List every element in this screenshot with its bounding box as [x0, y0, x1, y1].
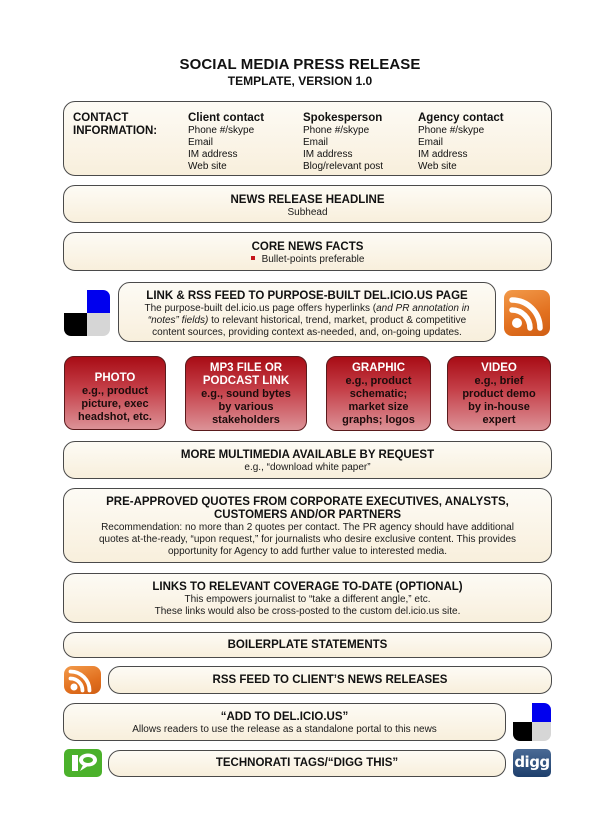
media-box-mp3-podcast [185, 356, 307, 431]
delicious-icon[interactable] [513, 703, 551, 741]
headline-title: NEWS RELEASE HEADLINE [230, 194, 385, 206]
coverage-title: LINKS TO RELEVANT COVERAGE TO-DATE (OPTIONAL) [152, 581, 463, 593]
media-line: e.g., product [345, 375, 412, 387]
column-item: IM address [418, 149, 468, 160]
rss-icon[interactable] [504, 290, 550, 336]
more-multimedia-box [63, 441, 552, 479]
headline-box [63, 185, 552, 223]
quotes-body-line: quotes at-the-ready, “upon request,” for journalists who desire exclusive content. This provides [98, 534, 517, 545]
rss-feed-box [108, 666, 552, 694]
rss-icon[interactable] [64, 666, 101, 694]
media-title: PODCAST LINK [202, 375, 290, 387]
media-line: e.g., product [82, 385, 148, 397]
multimedia-subtitle: e.g., “download white paper” [244, 462, 371, 473]
delicious-page-box [118, 282, 496, 342]
core-facts-box [63, 232, 552, 271]
media-line: product demo [462, 388, 536, 400]
media-line: headshot, etc. [78, 411, 152, 423]
media-line: expert [482, 414, 516, 426]
media-box-graphic [326, 356, 431, 431]
media-line: e.g., brief [474, 375, 524, 387]
media-line: e.g., sound bytes [201, 388, 291, 400]
technorati-title: TECHNORATI TAGS/“DIGG THIS” [215, 757, 399, 769]
column-item: IM address [303, 149, 353, 160]
media-title: GRAPHIC [351, 362, 406, 374]
column-item: Web site [188, 161, 227, 172]
media-title: MP3 FILE OR [209, 362, 283, 374]
media-line: by in-house [468, 401, 530, 413]
contact-label [73, 112, 157, 138]
page-subtitle: TEMPLATE, VERSION 1.0 [227, 74, 373, 88]
column-heading: Agency contact [418, 112, 504, 124]
coverage-line: This empowers journalist to “take a different angle,” etc. [184, 594, 431, 605]
column-item: Blog/relevant post [303, 161, 384, 172]
quotes-body-line: Recommendation: no more than 2 quotes per contact. The PR agency should have additional [101, 522, 514, 533]
coverage-line: These links would also be cross-posted to the custom del.icio.us site. [154, 606, 461, 617]
column-heading: Client contact [188, 112, 265, 124]
bullet-icon [251, 256, 255, 260]
digg-icon[interactable]: digg [513, 749, 551, 777]
quotes-title-line1: PRE-APPROVED QUOTES FROM CORPORATE EXECUTIVES, ANALYSTS, [106, 496, 509, 508]
contact-column-client [188, 112, 264, 173]
media-line: by various [218, 401, 274, 413]
media-title: VIDEO [481, 362, 517, 374]
delicious-page-description: The purpose-built del.icio.us page offers hyperlinks (and PR annotation in “notes” fields) to relevant historical, trend, market, product & competitive content sources, providing context as-needed, and, on-going updates. [144, 303, 470, 338]
column-item: Phone #/skype [188, 125, 255, 136]
media-line: graphs; logos [342, 414, 415, 426]
contact-label-line2: INFORMATION: [73, 125, 158, 137]
media-box-video [447, 356, 551, 431]
multimedia-title: MORE MULTIMEDIA AVAILABLE BY REQUEST [180, 449, 435, 461]
media-box-photo [64, 356, 166, 430]
delicious-page-title: LINK & RSS FEED TO PURPOSE-BUILT DEL.ICIO.US PAGE [146, 290, 468, 302]
add-delicious-subtitle: Allows readers to use the release as a standalone portal to this news [132, 724, 437, 735]
headline-subhead: Subhead [287, 207, 328, 218]
quotes-box [63, 488, 552, 563]
quotes-body-line: opportunity for Agency to add further value to interested media. [167, 546, 448, 557]
add-to-delicious-box [63, 703, 506, 741]
core-facts-title: CORE NEWS FACTS [251, 241, 364, 253]
rss-feed-title: RSS FEED TO CLIENT’S NEWS RELEASES [212, 674, 448, 686]
column-item: Email [188, 137, 214, 148]
media-line: stakeholders [212, 414, 280, 426]
technorati-icon[interactable] [64, 749, 102, 777]
boilerplate-box [63, 632, 552, 658]
delicious-icon[interactable] [64, 290, 110, 336]
quotes-title-line2: CUSTOMERS AND/OR PARTNERS [214, 509, 401, 521]
column-item: Web site [418, 161, 457, 172]
column-item: Email [418, 137, 444, 148]
coverage-box [63, 573, 552, 623]
contact-label-line1: CONTACT [73, 112, 129, 124]
column-item: IM address [188, 149, 238, 160]
core-facts-bullet [64, 254, 551, 266]
media-line: market size [348, 401, 409, 413]
media-line: schematic; [349, 388, 408, 400]
column-item: Email [303, 137, 329, 148]
column-heading: Spokesperson [303, 112, 383, 124]
media-line: picture, exec [81, 398, 149, 410]
boilerplate-title: BOILERPLATE STATEMENTS [227, 639, 388, 651]
technorati-tags-box [108, 750, 506, 777]
page-title: SOCIAL MEDIA PRESS RELEASE [179, 56, 421, 73]
contact-column-spokesperson [303, 112, 383, 173]
column-item: Phone #/skype [418, 125, 485, 136]
add-delicious-title: “ADD TO DEL.ICIO.US” [220, 711, 349, 723]
contact-column-agency [418, 112, 504, 173]
media-title: PHOTO [94, 372, 136, 384]
bullet-text: Bullet-points preferable [261, 254, 365, 265]
column-item: Phone #/skype [303, 125, 370, 136]
contact-information-box [63, 101, 552, 176]
